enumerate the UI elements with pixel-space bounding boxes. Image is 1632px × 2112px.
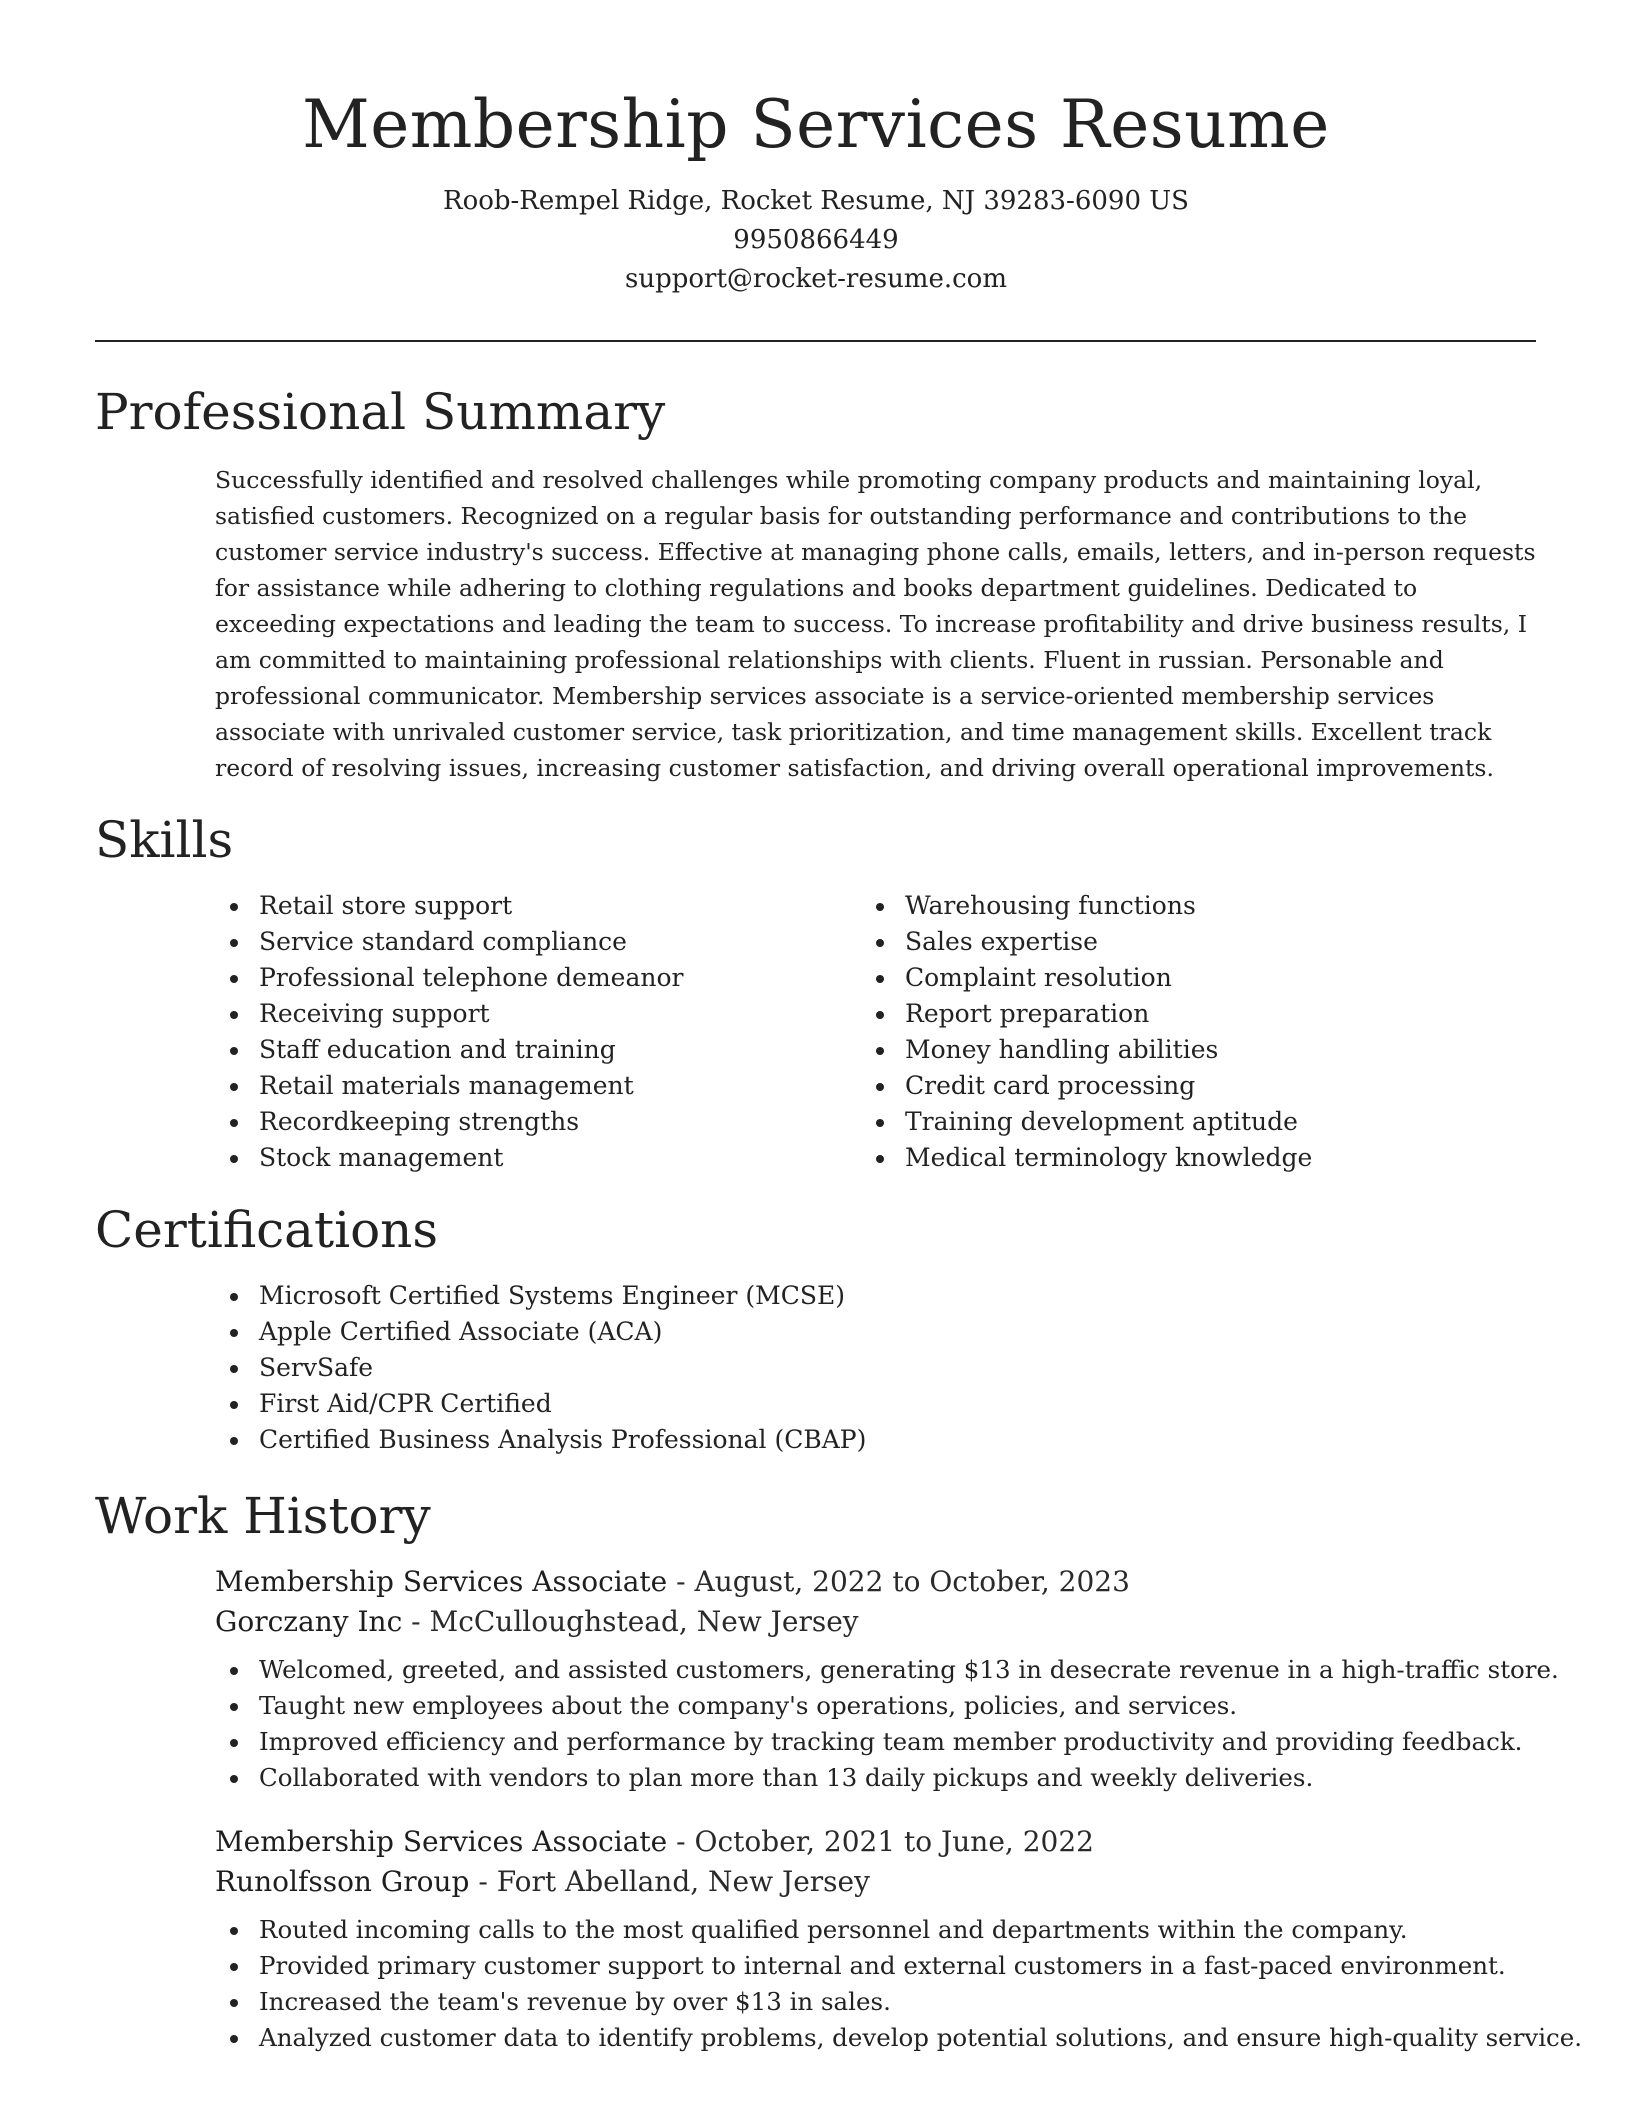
skill-item: Sales expertise xyxy=(861,924,1312,960)
certifications-heading: Certifications xyxy=(95,1201,439,1259)
job-duties xyxy=(215,1652,1559,1796)
job-duty-item: Improved efficiency and performance by tracking team member productivity and providing feedback. xyxy=(215,1724,1545,1760)
contact-info xyxy=(0,182,1632,299)
job-duty-item: Increased the team's revenue by over $13 in sales. xyxy=(215,1984,1545,2020)
skills-heading: Skills xyxy=(95,811,234,869)
job-duty-item: Taught new employees about the company's operations, policies, and services. xyxy=(215,1688,1545,1724)
skills-column-right xyxy=(861,888,1312,1176)
certification-item: Apple Certified Associate (ACA) xyxy=(215,1314,866,1350)
skill-item: Staff education and training xyxy=(215,1032,683,1068)
address-line: Roob-Rempel Ridge, Rocket Resume, NJ 39283-6090 US xyxy=(443,186,1189,216)
skill-item: Warehousing functions xyxy=(861,888,1312,924)
job-duty-item: Welcomed, greeted, and assisted customers, generating $13 in desecrate revenue in a high-traffic store. xyxy=(215,1652,1545,1688)
job-title-line: Membership Services Associate - August, 2022 to October, 2023 xyxy=(215,1565,1130,1598)
job-dates: October, 2021 to June, 2022 xyxy=(694,1825,1094,1858)
certification-item: First Aid/CPR Certified xyxy=(215,1386,866,1422)
skill-item: Credit card processing xyxy=(861,1068,1312,1104)
job-company-line: Gorczany Inc - McCulloughstead, New Jersey xyxy=(215,1605,859,1638)
job-company: Gorczany Inc xyxy=(215,1605,403,1638)
job-duty-item: Analyzed customer data to identify problems, develop potential solutions, and ensure high-quality service. xyxy=(215,2020,1545,2056)
summary-text: Successfully identified and resolved challenges while promoting company products and maintaining loyal, satisfied customers. Recognized on a regular basis for outstanding performance and contributions to the customer service industry's success. Effective at managing phone calls, emails, letters, and in-person requests for assistance while adhering to clothing regulations and books department guidelines. Dedicated to exceeding expectations and leading the team to success. To increase profitability and drive business results, I am committed to maintaining professional relationships with clients. Fluent in russian. Personable and professional communicator. Membership services associate is a service-oriented membership services associate with unrivaled customer service, task prioritization, and time management skills. Excellent track record of resolving issues, increasing customer satisfaction, and driving overall operational improvements. xyxy=(215,466,1536,782)
job-location: McCulloughstead, New Jersey xyxy=(429,1605,859,1638)
summary-heading: Professional Summary xyxy=(95,383,666,441)
skill-item: Complaint resolution xyxy=(861,960,1312,996)
job-duty-item: Collaborated with vendors to plan more than 13 daily pickups and weekly deliveries. xyxy=(215,1760,1545,1796)
job-company: Runolfsson Group xyxy=(215,1865,470,1898)
job-location: Fort Abelland, New Jersey xyxy=(496,1865,870,1898)
skill-item: Professional telephone demeanor xyxy=(215,960,683,996)
email-address[interactable]: support@rocket-resume.com xyxy=(624,264,1007,294)
job-role: Membership Services Associate xyxy=(215,1565,668,1598)
job-duty-item: Provided primary customer support to internal and external customers in a fast-paced environment. xyxy=(215,1948,1545,1984)
skill-item: Medical terminology knowledge xyxy=(861,1140,1312,1176)
job-role: Membership Services Associate xyxy=(215,1825,668,1858)
skill-item: Retail materials management xyxy=(215,1068,683,1104)
resume-header xyxy=(0,0,1632,299)
phone-number: 9950866449 xyxy=(733,225,899,255)
work-history-heading: Work History xyxy=(95,1487,431,1545)
job-entry xyxy=(215,1822,1583,2056)
skill-item: Receiving support xyxy=(215,996,683,1032)
header-divider xyxy=(95,340,1536,342)
job-dates: August, 2022 to October, 2023 xyxy=(694,1565,1130,1598)
skill-item: Service standard compliance xyxy=(215,924,683,960)
job-entry xyxy=(215,1562,1559,1796)
skill-item: Training development aptitude xyxy=(861,1104,1312,1140)
certification-item: ServSafe xyxy=(215,1350,866,1386)
skill-item: Retail store support xyxy=(215,888,683,924)
certification-item: Microsoft Certified Systems Engineer (MCSE) xyxy=(215,1278,866,1314)
job-duties xyxy=(215,1912,1583,2056)
resume-title: Membership Services Resume xyxy=(302,86,1330,163)
skill-item: Recordkeeping strengths xyxy=(215,1104,683,1140)
job-company-line: Runolfsson Group - Fort Abelland, New Jersey xyxy=(215,1865,870,1898)
skill-item: Money handling abilities xyxy=(861,1032,1312,1068)
skill-item: Report preparation xyxy=(861,996,1312,1032)
skills-column-left xyxy=(215,888,683,1176)
job-title-line: Membership Services Associate - October, 2021 to June, 2022 xyxy=(215,1825,1094,1858)
job-duty-item: Routed incoming calls to the most qualified personnel and departments within the company. xyxy=(215,1912,1545,1948)
skill-item: Stock management xyxy=(215,1140,683,1176)
certification-item: Certified Business Analysis Professional (CBAP) xyxy=(215,1422,866,1458)
certifications-list xyxy=(215,1278,866,1458)
